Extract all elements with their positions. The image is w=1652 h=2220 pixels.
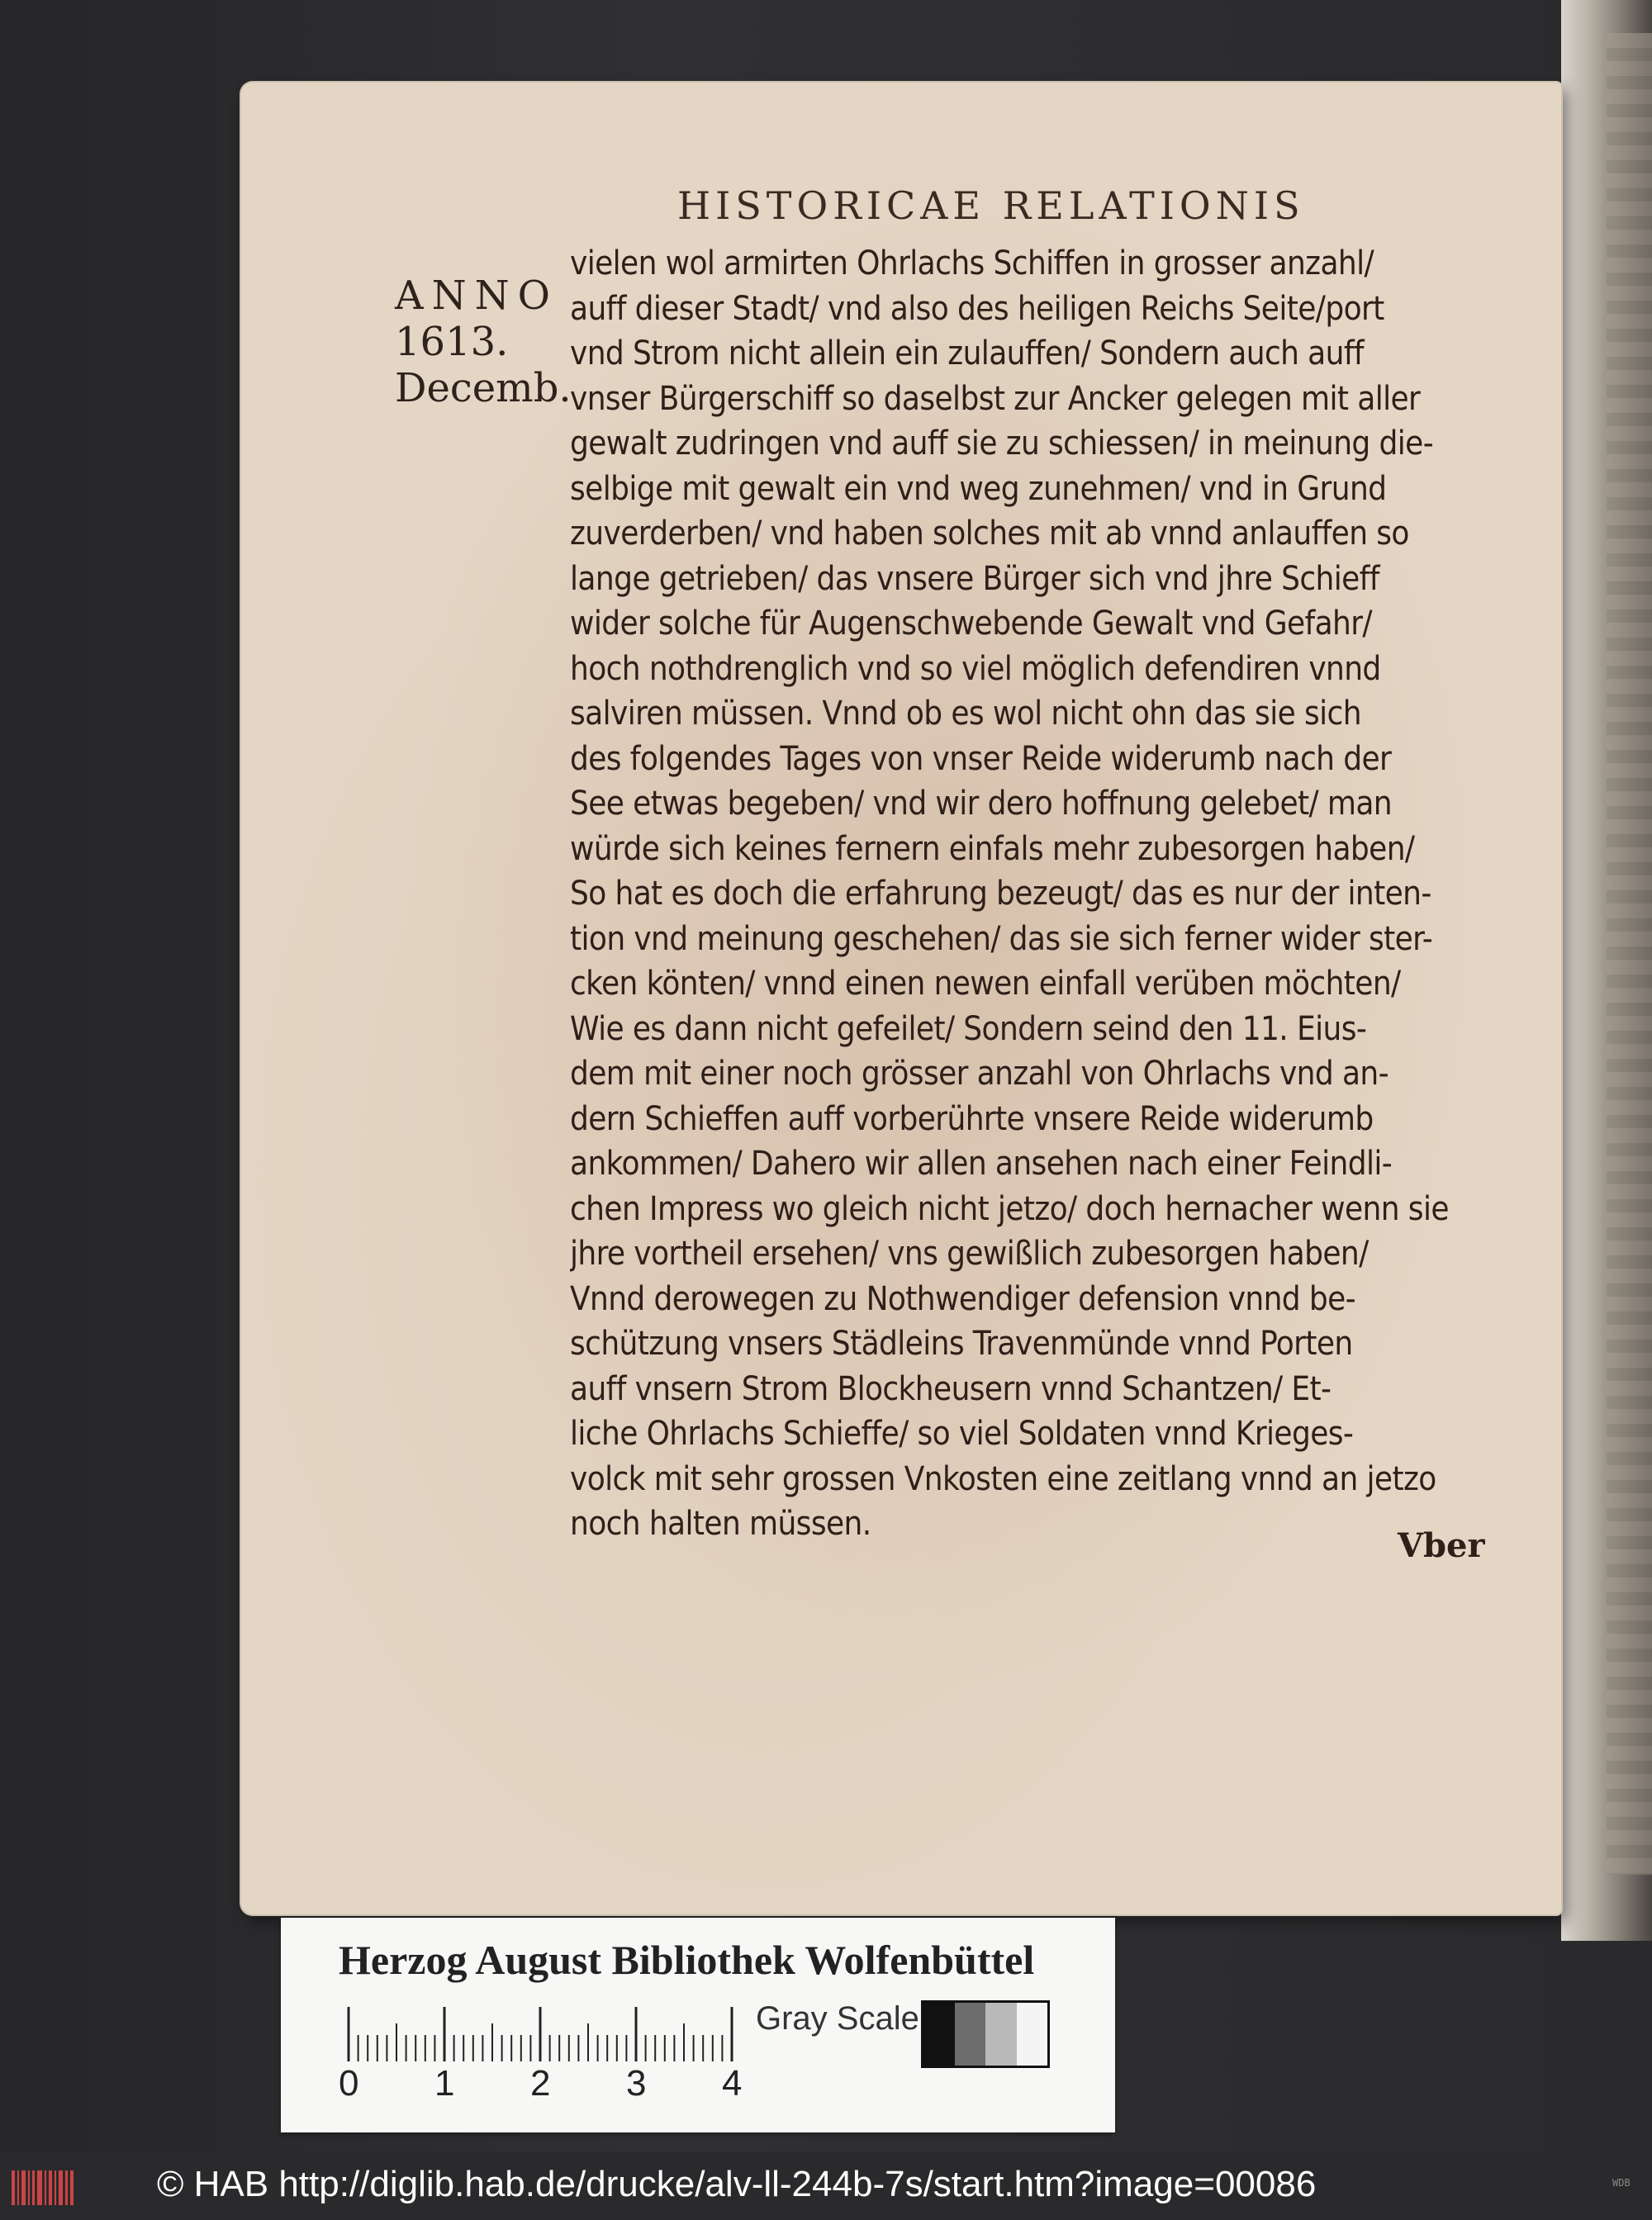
margin-note-month: Decemb. bbox=[395, 365, 572, 411]
text-line: See etwas begeben/ vnd wir dero hoffnung gelebet/ man bbox=[570, 785, 1392, 823]
text-line: lange getrieben/ das vnsere Bürger sich vnd jhre Schieff bbox=[570, 559, 1379, 598]
text-line: tion vnd meinung geschehen/ das sie sich ferner wider ster- bbox=[570, 919, 1433, 958]
margin-note bbox=[395, 273, 577, 411]
text-line: hoch nothdrenglich vnd so viel möglich defendiren vnnd bbox=[570, 649, 1381, 688]
gray-swatch bbox=[923, 2003, 955, 2066]
library-name: Herzog August Bibliothek Wolfenbüttel bbox=[339, 1937, 1035, 1983]
body-text bbox=[570, 241, 1479, 1547]
text-line: vielen wol armirten Ohrlachs Schiffen in grosser anzahl/ bbox=[570, 244, 1374, 282]
text-line: noch halten müssen. bbox=[570, 1505, 871, 1543]
footer-bar bbox=[0, 2152, 1652, 2220]
catchword: Vber bbox=[1398, 1526, 1485, 1565]
text-line: jhre vortheil ersehen/ vns gewißlich zubesorgen haben/ bbox=[570, 1235, 1369, 1273]
text-line: des folgendes Tages von vnser Reide widerumb nach der bbox=[570, 739, 1392, 778]
ruler-number: 0 bbox=[339, 2063, 359, 2104]
text-line: wider solche für Augenschwebende Gewalt vnd Gefahr/ bbox=[570, 605, 1372, 643]
text-line: chen Impress wo gleich nicht jetzo/ doch hernacher wenn sie bbox=[570, 1189, 1449, 1228]
running-head: HISTORICAE RELATIONIS bbox=[677, 183, 1305, 228]
text-line: auff vnsern Strom Blockheusern vnnd Schantzen/ Et- bbox=[570, 1369, 1332, 1408]
text-line: zuverderben/ vnd haben solches mit ab vnnd anlauffen so bbox=[570, 515, 1409, 553]
text-line: liche Ohrlachs Schieffe/ so viel Soldaten vnnd Krieges- bbox=[570, 1415, 1354, 1453]
text-line: dern Schieffen auff vorberührte vnsere Reide widerumb bbox=[570, 1099, 1374, 1138]
margin-note-year-label: ANNO bbox=[395, 273, 559, 319]
gray-scale-label: Gray Scale bbox=[756, 2000, 919, 2037]
text-line: Wie es dann nicht gefeilet/ Sondern seind den 11. Eius- bbox=[570, 1009, 1367, 1048]
text-line: vnser Bürgerschiff so daselbst zur Ancker gelegen mit aller bbox=[570, 379, 1421, 418]
ruler-number: 4 bbox=[722, 2063, 743, 2104]
text-line: Vnnd derowegen zu Nothwendiger defension vnnd be- bbox=[570, 1279, 1356, 1318]
ruler-number: 1 bbox=[434, 2063, 455, 2104]
text-line: ankommen/ Dahero wir allen ansehen nach einer Feindli- bbox=[570, 1145, 1393, 1183]
text-line: auff dieser Stadt/ vnd also des heiligen Reichs Seite/port bbox=[570, 289, 1384, 328]
text-line: cken könten/ vnnd einen newen einfall verüben möchten/ bbox=[570, 965, 1401, 1003]
text-line: selbige mit gewalt ein vnd weg zunehmen/ vnd in Grund bbox=[570, 469, 1387, 508]
gray-swatch bbox=[985, 2003, 1017, 2066]
text-line: vnd Strom nicht allein ein zulauffen/ Sondern auch auff bbox=[570, 334, 1364, 372]
ruler-ticks bbox=[347, 2005, 743, 2063]
ruler-number: 3 bbox=[626, 2063, 647, 2104]
ruler-number: 2 bbox=[530, 2063, 551, 2104]
footer-mark: WDB bbox=[1612, 2177, 1631, 2189]
footer-credit-link[interactable]: © HAB http://diglib.hab.de/drucke/alv-ll-244b-7s/start.htm?image=00086 bbox=[157, 2164, 1317, 2204]
margin-note-year: 1613. bbox=[395, 319, 509, 365]
text-line: gewalt zudringen vnd auff sie zu schiessen/ in meinung die- bbox=[570, 425, 1434, 462]
text-line: schützung vnsers Städleins Travenmünde vnnd Porten bbox=[570, 1325, 1353, 1363]
gray-scale-swatches bbox=[921, 2000, 1050, 2068]
color-scale-card bbox=[281, 1918, 1115, 2132]
gray-swatch bbox=[955, 2003, 986, 2066]
text-line: salviren müssen. Vnnd ob es wol nicht ohn das sie sich bbox=[570, 695, 1361, 733]
book-edge-strip bbox=[1607, 33, 1652, 1875]
barcode-icon bbox=[10, 2165, 76, 2210]
text-line: dem mit einer noch grösser anzahl von Ohrlachs vnd an- bbox=[570, 1055, 1389, 1093]
text-line: volck mit sehr grossen Vnkosten eine zeitlang vnnd an jetzo bbox=[570, 1459, 1436, 1498]
text-line: würde sich keines fernern einfals mehr zubesorgen haben/ bbox=[570, 829, 1415, 868]
gray-swatch bbox=[1017, 2003, 1048, 2066]
ruler bbox=[347, 2005, 743, 2063]
text-line: So hat es doch die erfahrung bezeugt/ das es nur der inten- bbox=[570, 875, 1431, 913]
ruler-numbers bbox=[339, 2063, 768, 2113]
